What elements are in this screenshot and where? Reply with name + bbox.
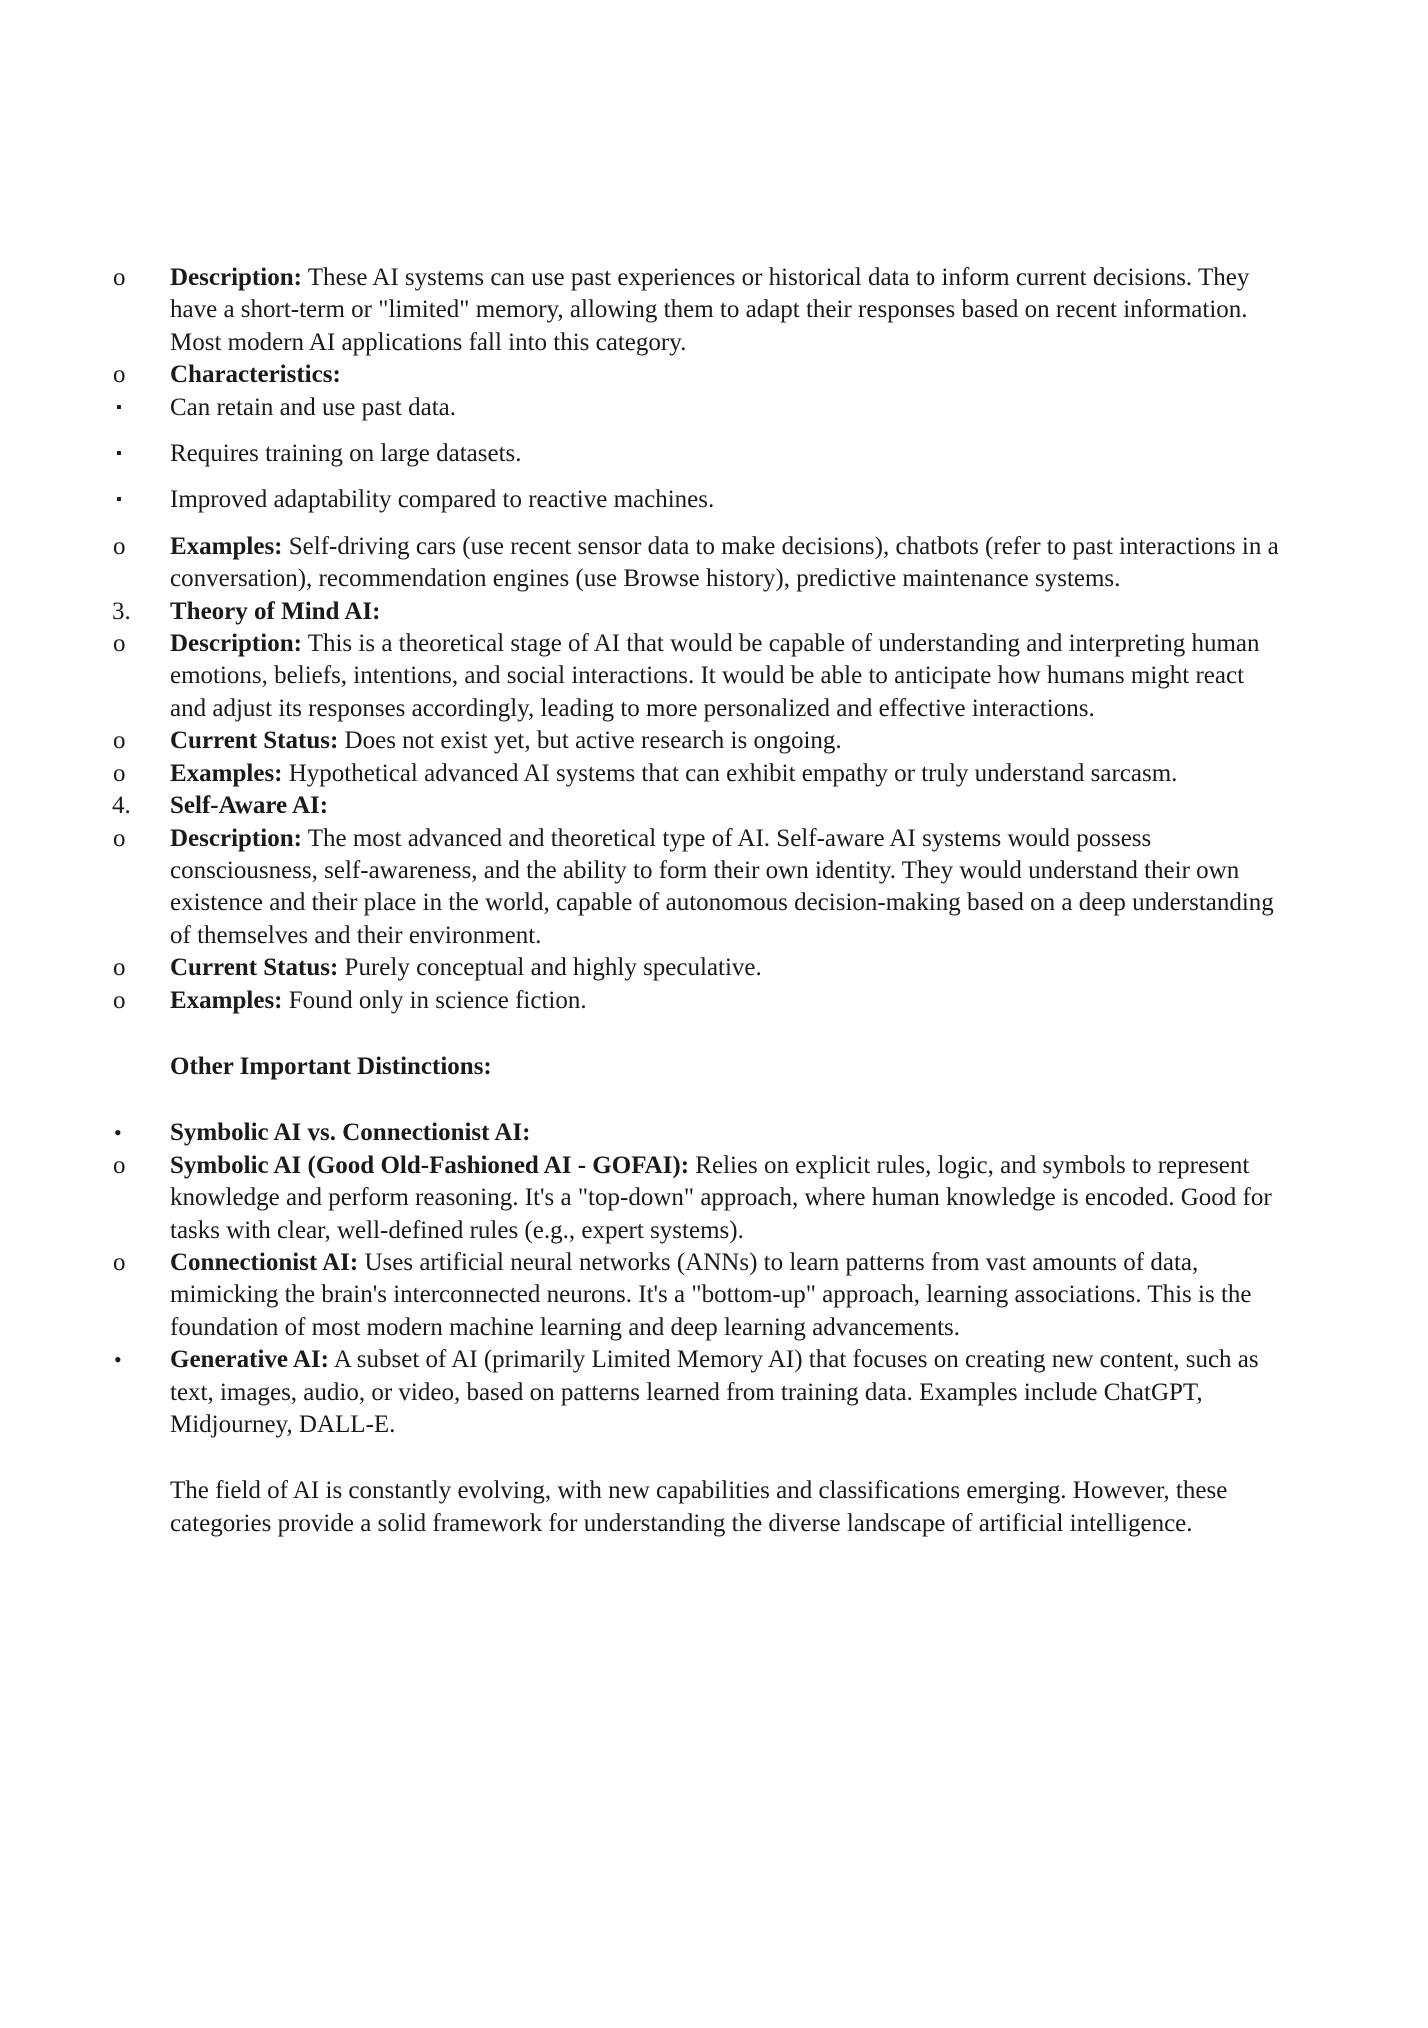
square-bullet-marker: ▪ [116, 491, 122, 509]
list-item [112, 596, 1282, 628]
item-label: Self-Aware AI: [170, 792, 329, 820]
item-text: The most advanced and theoretical type of AI. Self-aware AI systems would possess consciousness, self-awareness, and the ability to form their own identity. They would understand their own existence and their place in the world, capable of autonomous decision-making based on a deep understanding of themselves and their environment. [170, 824, 1274, 949]
bullet-marker: o [113, 1151, 126, 1179]
dot-bullet-marker: • [114, 1347, 122, 1373]
list-item [112, 1117, 1282, 1149]
item-label: Characteristics: [170, 361, 341, 389]
list-item [112, 359, 1282, 391]
bullet-marker: o [113, 264, 126, 291]
list-item [112, 1344, 1282, 1441]
list-item [112, 758, 1282, 790]
item-text: Purely conceptual and highly speculative. [338, 954, 762, 982]
item-text: Uses artificial neural networks (ANNs) to learn patterns from vast amounts of data, mimicking the brain's interconnected neurons. It's a "bottom-up" approach, learning associations. This is the foundation of most modern machine learning and deep learning advancements. [170, 1248, 1252, 1341]
list-item [112, 790, 1282, 822]
bullet-marker: o [113, 532, 126, 560]
item-text: Self-driving cars (use recent sensor data to make decisions), chatbots (refer to past interactions in a conversation), recommendation engines (use Browse history), predictive maintenance systems. [170, 532, 1279, 593]
list-item [112, 484, 1282, 516]
item-label: Connectionist AI: [170, 1248, 359, 1276]
heading-text: Other Important Distinctions: [170, 1052, 492, 1080]
item-label: Symbolic AI (Good Old-Fashioned AI - GOFAI): [170, 1151, 690, 1179]
item-label: Examples: [170, 759, 283, 787]
item-label: Examples: [170, 532, 283, 560]
bullet-marker: o [113, 630, 126, 658]
item-text: Requires training on large datasets. [170, 440, 522, 468]
bullet-marker: o [113, 1248, 126, 1276]
list-item [112, 985, 1282, 1017]
number-marker: 4. [112, 792, 131, 820]
item-label: Generative AI: [170, 1346, 329, 1374]
bullet-marker: o [113, 986, 126, 1014]
section-heading [112, 1051, 1282, 1083]
item-text: Improved adaptability compared to reactive machines. [170, 486, 715, 514]
closing-paragraph [112, 1475, 1282, 1540]
item-label: Current Status: [170, 727, 339, 755]
item-label: Description: [170, 264, 302, 291]
item-label: Description: [170, 630, 302, 658]
square-bullet-marker: ▪ [116, 398, 122, 416]
item-text: Can retain and use past data. [170, 393, 457, 421]
item-label: Symbolic AI vs. Connectionist AI: [170, 1119, 531, 1147]
list-item [112, 823, 1282, 953]
bullet-marker: o [113, 361, 126, 389]
square-bullet-marker: ▪ [116, 445, 122, 463]
list-item [112, 438, 1282, 470]
item-label: Description: [170, 824, 302, 852]
item-text: Does not exist yet, but active research is ongoing. [338, 727, 842, 755]
item-text: Hypothetical advanced AI systems that can exhibit empathy or truly understand sarcasm. [282, 759, 1178, 787]
item-text: Relies on explicit rules, logic, and symbols to represent knowledge and perform reasoning. It's a "top-down" approach, where human knowledge is encoded. Good for tasks with clear, well-defined rules (e.g., expert systems). [170, 1151, 1272, 1244]
list-item [112, 952, 1282, 984]
bullet-marker: o [113, 759, 126, 787]
list-item [112, 628, 1282, 725]
list-item [112, 725, 1282, 757]
item-label: Examples: [170, 986, 283, 1014]
item-text: Found only in science fiction. [282, 986, 587, 1014]
dot-bullet-marker: • [114, 1120, 122, 1146]
item-text: A subset of AI (primarily Limited Memory AI) that focuses on creating new content, such as text, images, audio, or video, based on patterns learned from training data. Examples include ChatGPT, Midjourney, DALL-E. [170, 1346, 1259, 1438]
list-item [112, 1150, 1282, 1247]
item-label: Current Status: [170, 954, 339, 982]
paragraph-text: The field of AI is constantly evolving, with new capabilities and classifications emerging. However, these categories provide a solid framework for understanding the diverse landscape of artificial intelligence. [170, 1477, 1228, 1537]
list-item [112, 1247, 1282, 1344]
bullet-marker: o [113, 824, 126, 852]
item-text: This is a theoretical stage of AI that would be capable of understanding and interpreting human emotions, beliefs, intentions, and social interactions. It would be able to anticipate how humans might react and adjust its responses accordingly, leading to more personalized and effective interactions. [170, 630, 1260, 722]
number-marker: 3. [112, 597, 131, 625]
bullet-marker: o [113, 954, 126, 982]
bullet-marker: o [113, 727, 126, 755]
item-label: Theory of Mind AI: [170, 597, 381, 625]
list-item [112, 392, 1282, 424]
list-item [112, 531, 1282, 596]
document-content [112, 262, 1282, 1540]
list-item [112, 262, 1282, 359]
item-text: These AI systems can use past experiences or historical data to inform current decisions. They have a short-term or "limited" memory, allowing them to adapt their responses based on recent information. Most modern AI applications fall into this category. [170, 264, 1250, 356]
